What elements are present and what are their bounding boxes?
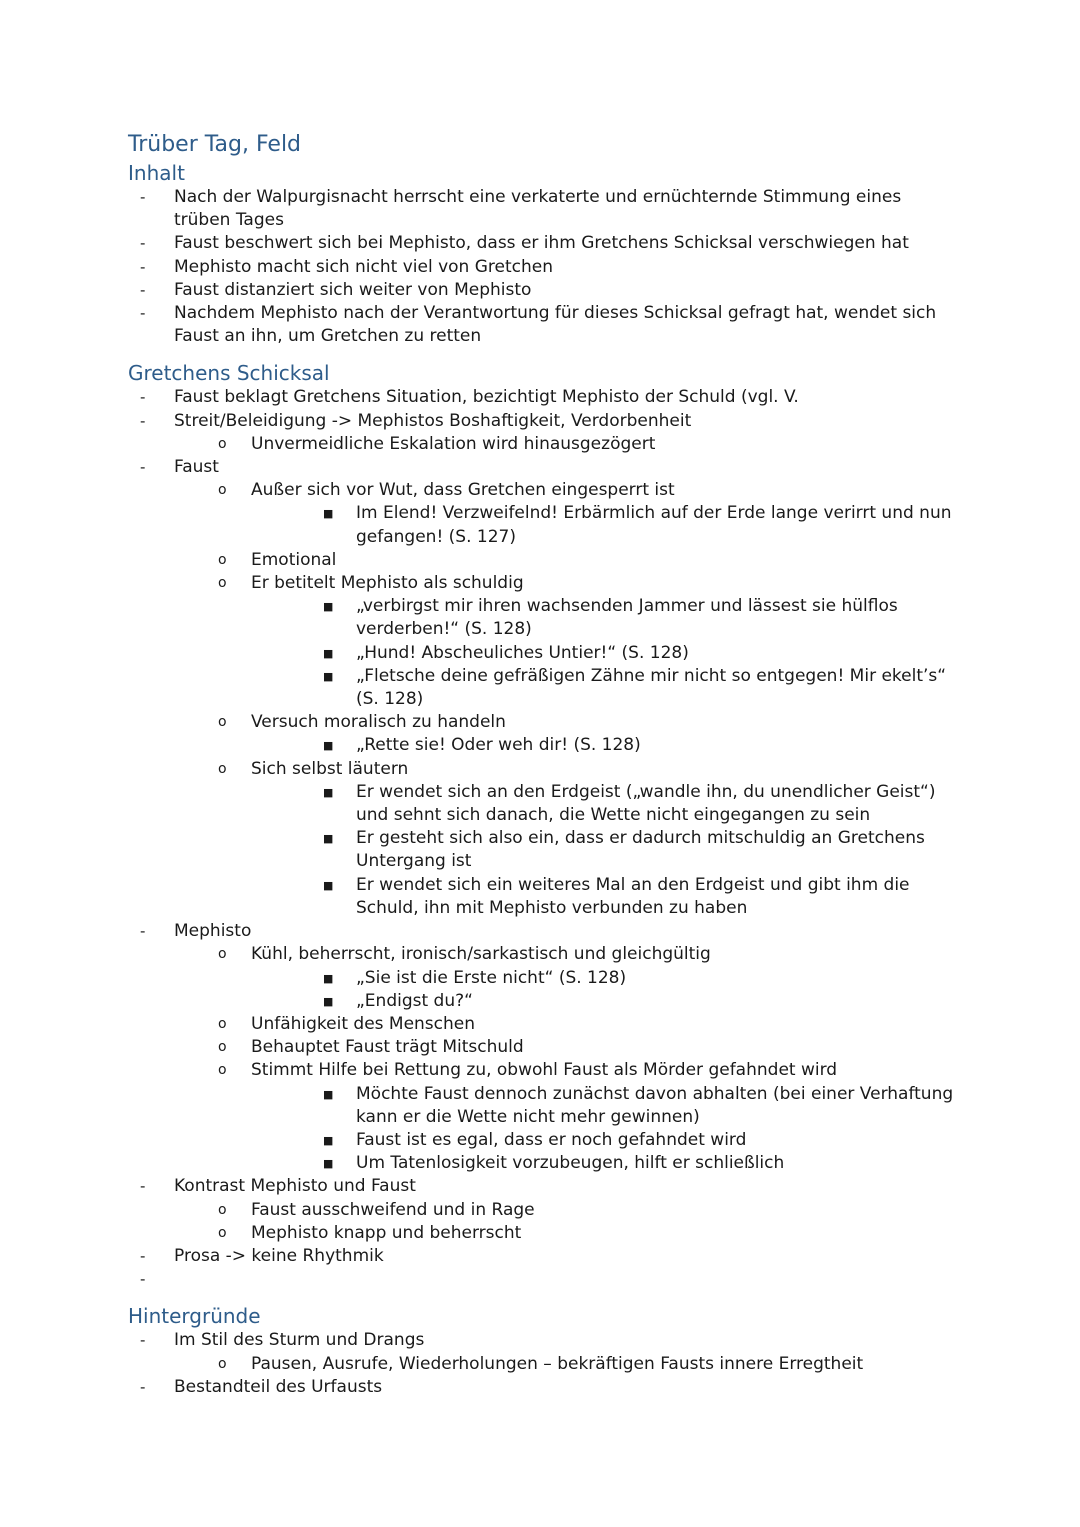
circle-bullet: o: [218, 946, 227, 963]
list-item: - Bestandteil des Urfausts: [128, 1376, 958, 1399]
list-item: [128, 1268, 958, 1291]
list-item: o Stimmt Hilfe bei Rettung zu, obwohl Faust als Mörder gefahndet wird: [128, 1059, 958, 1082]
dash-bullet: -: [140, 304, 146, 323]
circle-bullet: o: [218, 482, 227, 499]
list-item: o Pausen, Ausrufe, Wiederholungen – bekräftigen Fausts innere Erregtheit: [128, 1353, 958, 1376]
square-bullet: ■: [323, 878, 334, 892]
square-bullet: ■: [323, 1157, 334, 1171]
list-item: - Faust: [128, 456, 958, 479]
list-item: ■ „Sie ist die Erste nicht“ (S. 128): [128, 967, 958, 990]
list-item: o Unvermeidliche Eskalation wird hinausgezögert: [128, 433, 958, 456]
section-heading-schicksal: Gretchens Schicksal: [128, 361, 330, 386]
dash-bullet: -: [140, 1377, 146, 1396]
square-bullet: ■: [323, 994, 334, 1008]
list-item: o Er betitelt Mephisto als schuldig: [128, 572, 958, 595]
list-item: - Kontrast Mephisto und Faust: [128, 1175, 958, 1198]
list-item: ■ Er wendet sich ein weiteres Mal an den Erdgeist und gibt ihm die Schuld, ihn mit Mephisto verbunden zu haben: [323, 874, 910, 918]
square-bullet: ■: [323, 971, 334, 985]
circle-bullet: o: [218, 1355, 227, 1372]
list-item: ■ Faust ist es egal, dass er noch gefahndet wird: [128, 1129, 958, 1152]
square-bullet: ■: [323, 785, 334, 799]
circle-bullet: o: [218, 435, 227, 452]
list-item: - Mephisto macht sich nicht viel von Gretchen: [128, 256, 958, 279]
square-bullet: ■: [323, 507, 334, 521]
list-item: ■ Um Tatenlosigkeit vorzubeugen, hilft er schließlich: [128, 1152, 958, 1175]
dash-bullet: -: [140, 257, 146, 276]
dash-bullet: -: [140, 1270, 146, 1289]
dash-bullet: -: [140, 411, 146, 430]
list-item: - Nachdem Mephisto nach der Verantwortung für dieses Schicksal gefragt hat, wendet sich Faust an ihn, um Gretchen zu retten: [140, 303, 937, 347]
list-item: o Mephisto knapp und beherrscht: [128, 1222, 958, 1245]
list-item: o Behauptet Faust trägt Mitschuld: [128, 1036, 958, 1059]
square-bullet: ■: [323, 1087, 334, 1101]
hintergruende-list: [128, 1329, 958, 1399]
document-content: [128, 130, 958, 1399]
list-item: o Außer sich vor Wut, dass Gretchen eingesperrt ist: [128, 479, 958, 502]
dash-bullet: -: [140, 1331, 146, 1350]
circle-bullet: o: [218, 760, 227, 777]
list-item: - Prosa -> keine Rhythmik: [128, 1245, 958, 1268]
list-item: - Mephisto: [128, 920, 958, 943]
square-bullet: ■: [323, 600, 334, 614]
circle-bullet: o: [218, 714, 227, 731]
list-item: ■ Er gesteht sich also ein, dass er dadurch mitschuldig an Gretchens Untergang ist: [323, 828, 925, 872]
dash-bullet: -: [140, 188, 146, 206]
list-item: o Emotional: [128, 549, 958, 572]
circle-bullet: o: [218, 551, 227, 568]
list-item: o Kühl, beherrscht, ironisch/sarkastisch und gleichgültig: [128, 943, 958, 966]
inhalt-list: [128, 186, 958, 348]
list-item: - Faust distanziert sich weiter von Mephisto: [128, 279, 958, 302]
dash-bullet: -: [140, 280, 146, 299]
dash-bullet: -: [140, 922, 146, 941]
list-item: o Unfähigkeit des Menschen: [128, 1013, 958, 1036]
square-bullet: ■: [323, 646, 334, 660]
list-item: ■ „Hund! Abscheuliches Untier!“ (S. 128): [128, 642, 958, 665]
page-title: Trüber Tag, Feld: [128, 132, 302, 157]
dash-bullet: -: [140, 388, 146, 407]
circle-bullet: o: [218, 1224, 227, 1241]
circle-bullet: o: [218, 1039, 227, 1056]
circle-bullet: o: [218, 1015, 227, 1032]
schicksal-list: [128, 386, 958, 1291]
list-item: - Streit/Beleidigung -> Mephistos Boshaftigkeit, Verdorbenheit: [128, 410, 958, 433]
circle-bullet: o: [218, 1062, 227, 1079]
list-item: o Versuch moralisch zu handeln: [128, 711, 958, 734]
list-item: - Nach der Walpurgisnacht herrscht eine verkaterte und ernüchternde Stimmung eines trüben Tages: [140, 187, 902, 231]
list-item: ■ „Rette sie! Oder weh dir! (S. 128): [128, 734, 958, 757]
list-item: o Sich selbst läutern: [128, 758, 958, 781]
square-bullet: ■: [323, 832, 334, 846]
list-item: ■ Im Elend! Verzweifelnd! Erbärmlich auf der Erde lange verirrt und nun gefangen! (S. 127): [323, 503, 952, 547]
list-item: o Faust ausschweifend und in Rage: [128, 1199, 958, 1222]
square-bullet: ■: [323, 669, 334, 683]
section-heading-hintergruende: Hintergründe: [128, 1304, 261, 1329]
list-item: ■ Möchte Faust dennoch zunächst davon abhalten (bei einer Verhaftung kann er die Wette nicht mehr gewinnen): [323, 1083, 954, 1127]
dash-bullet: -: [140, 1177, 146, 1196]
circle-bullet: o: [218, 575, 227, 592]
dash-bullet: -: [140, 458, 146, 477]
square-bullet: ■: [323, 739, 334, 753]
square-bullet: ■: [323, 1133, 334, 1147]
section-heading-inhalt: Inhalt: [128, 161, 185, 185]
list-item: ■ „verbirgst mir ihren wachsenden Jammer und lässest sie hülflos verderben!“ (S. 128): [323, 596, 898, 640]
list-item: - Im Stil des Sturm und Drangs: [128, 1329, 958, 1352]
list-item: - Faust beschwert sich bei Mephisto, dass er ihm Gretchens Schicksal verschwiegen hat: [128, 232, 958, 255]
list-item: ■ „Fletsche deine gefräßigen Zähne mir nicht so entgegen! Mir ekelt’s“ (S. 128): [323, 665, 947, 710]
list-item: ■ Er wendet sich an den Erdgeist („wandle ihn, du unendlicher Geist“) und sehnt sich danach, die Wette nicht eingegangen zu sein: [323, 781, 936, 826]
dash-bullet: -: [140, 1246, 146, 1265]
dash-bullet: -: [140, 234, 146, 253]
circle-bullet: o: [218, 1201, 227, 1218]
list-item: ■ „Endigst du?“: [128, 990, 958, 1013]
list-item: - Faust beklagt Gretchens Situation, bezichtigt Mephisto der Schuld (vgl. V.: [128, 386, 958, 409]
